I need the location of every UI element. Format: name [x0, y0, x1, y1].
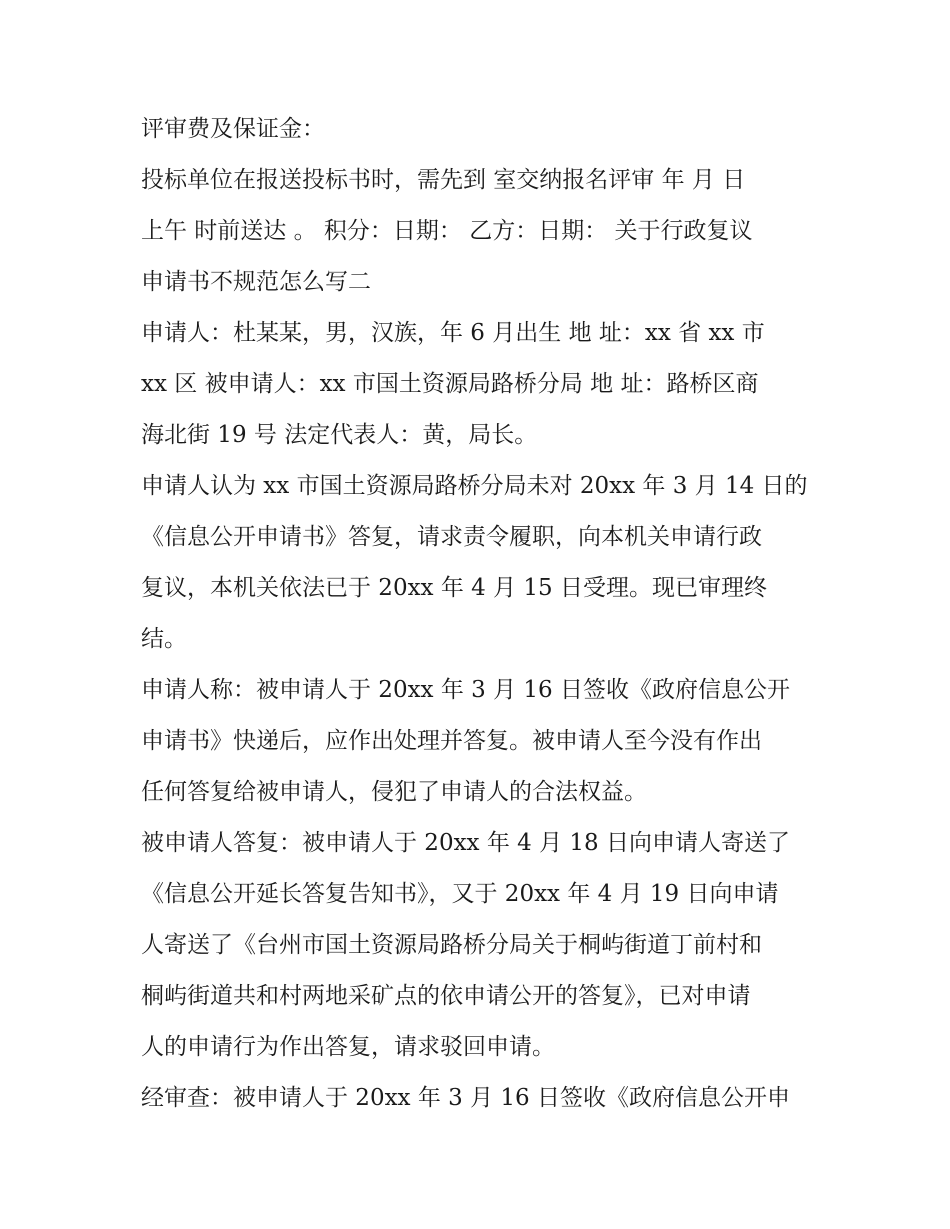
- text-line: 上午 时前送达 。 积分：日期： 乙方：日期： 关于行政复议: [141, 218, 753, 244]
- text-line: 经审查：被申请人于 20xx 年 3 月 16 日签收《政府信息公开申: [141, 1085, 790, 1111]
- text-line: 《信息公开申请书》答复，请求责令履职，向本机关申请行政: [141, 524, 762, 550]
- text-line: 投标单位在报送投标书时，需先到 室交纳报名评审 年 月 日: [141, 167, 746, 193]
- text-line: 结。: [141, 626, 187, 652]
- text-line: xx 区 被申请人：xx 市国土资源局路桥分局 地 址：路桥区商: [141, 371, 759, 397]
- text-line: 被申请人答复：被申请人于 20xx 年 4 月 18 日向申请人寄送了: [141, 830, 790, 856]
- text-line: 复议，本机关依法已于 20xx 年 4 月 15 日受理。现已审理终: [141, 575, 767, 601]
- text-line: 《信息公开延长答复告知书》，又于 20xx 年 4 月 19 日向申请: [141, 881, 779, 907]
- text-line: 任何答复给被申请人，侵犯了申请人的合法权益。: [141, 779, 647, 805]
- text-line: 申请书》快递后，应作出处理并答复。被申请人至今没有作出: [141, 728, 762, 754]
- text-line: 桐屿街道共和村两地采矿点的依申请公开的答复》，已对申请: [141, 983, 751, 1009]
- text-line: 申请人称：被申请人于 20xx 年 3 月 16 日签收《政府信息公开: [141, 677, 790, 703]
- text-line: 海北街 19 号 法定代表人：黄，局长。: [141, 422, 538, 448]
- text-line: 人寄送了《台州市国土资源局路桥分局关于桐屿街道丁前村和: [141, 932, 762, 958]
- text-line: 申请人认为 xx 市国土资源局路桥分局未对 20xx 年 3 月 14 日的: [141, 473, 808, 499]
- text-line: 评审费及保证金：: [141, 116, 325, 142]
- text-line: 申请书不规范怎么写二: [141, 269, 371, 295]
- text-line: 申请人：杜某某，男，汉族，年 6 月出生 地 址：xx 省 xx 市: [141, 320, 765, 346]
- text-line: 人的申请行为作出答复，请求驳回申请。: [141, 1034, 555, 1060]
